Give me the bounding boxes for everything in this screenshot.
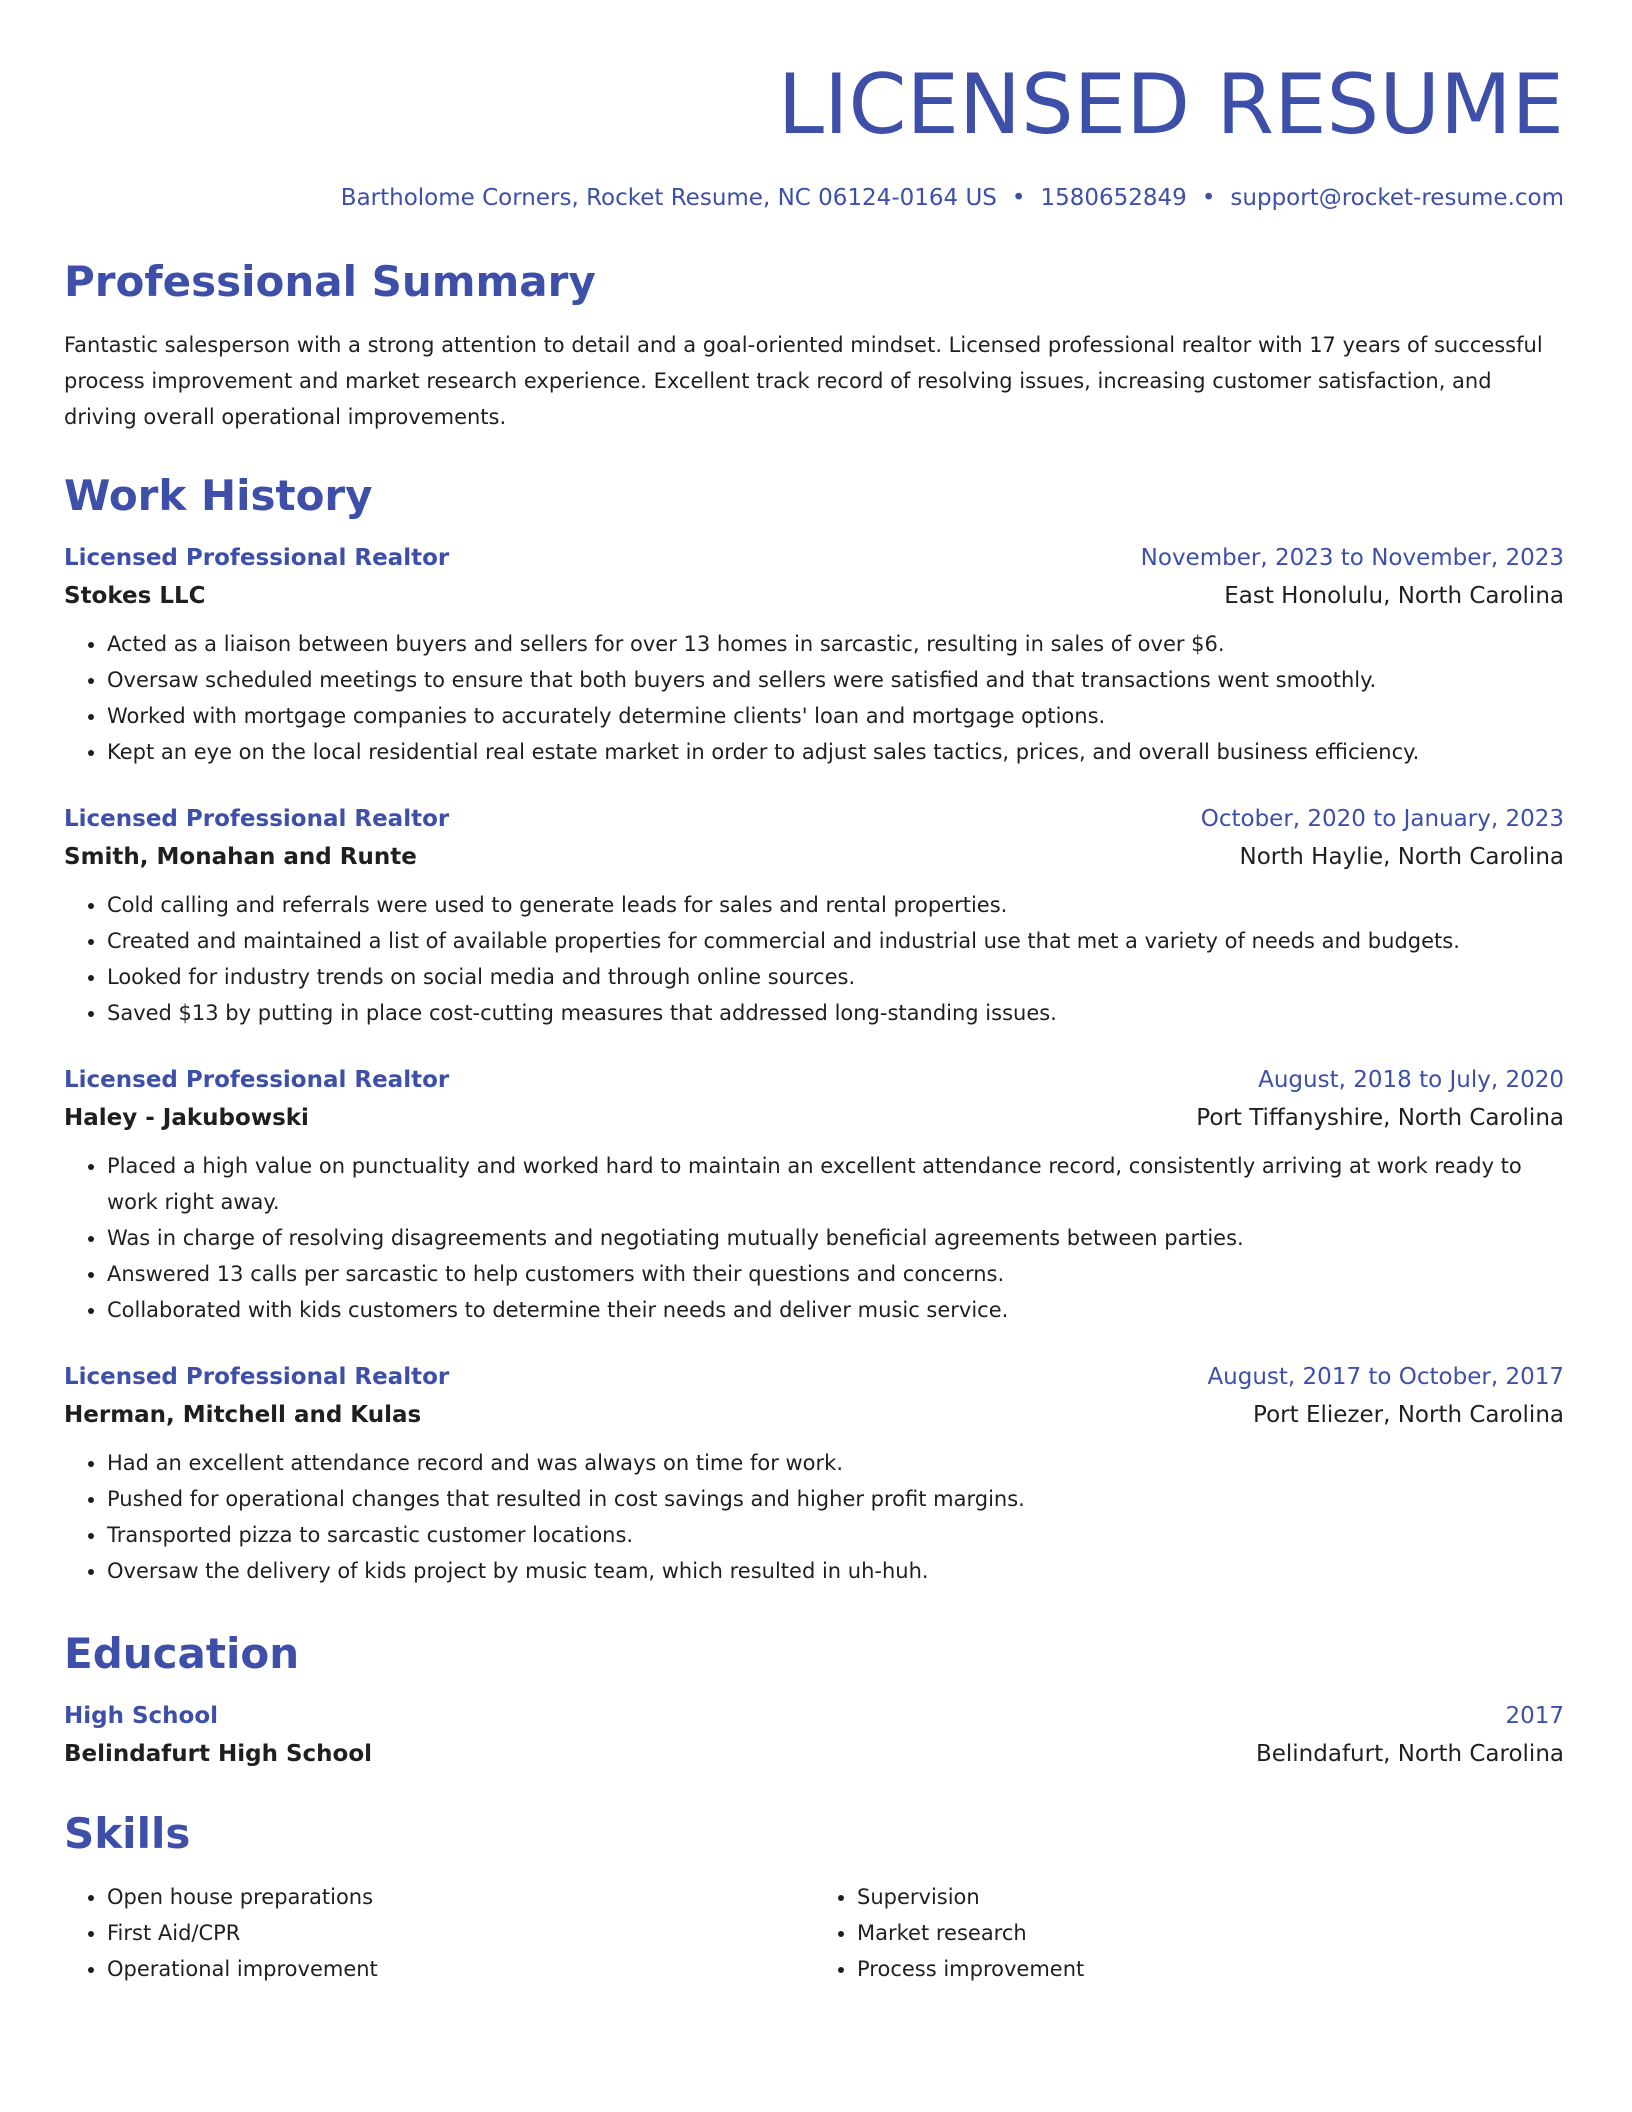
job-bullet: • Oversaw the delivery of kids project by music team, which resulted in uh-huh. bbox=[107, 1553, 1564, 1589]
job-bullet: • Acted as a liaison between buyers and sellers for over 13 homes in sarcastic, resulting in sales of over $6. bbox=[107, 626, 1564, 662]
job-role: Licensed Professional Realtor bbox=[64, 806, 450, 832]
job-entry bbox=[64, 539, 1564, 770]
skills-list bbox=[64, 1879, 1564, 1987]
job-bullet: • Created and maintained a list of available properties for commercial and industrial use that met a variety of needs and budgets. bbox=[107, 923, 1564, 959]
job-bullets bbox=[64, 887, 1564, 1031]
work-history-list bbox=[64, 539, 1564, 1589]
education-heading: Education bbox=[64, 1629, 300, 1678]
resume-title: LICENSED RESUME bbox=[777, 56, 1564, 153]
contact-email: support@rocket-resume.com bbox=[1230, 185, 1564, 211]
resume-page bbox=[64, 0, 1564, 1987]
job-company: Haley - Jakubowski bbox=[64, 1105, 309, 1131]
job-bullet: • Worked with mortgage companies to accurately determine clients' loan and mortgage options. bbox=[107, 698, 1564, 734]
skills-column-right bbox=[814, 1879, 1564, 1987]
job-bullets bbox=[64, 1445, 1564, 1589]
job-dates: August, 2017 to October, 2017 bbox=[1207, 1364, 1564, 1390]
job-role: Licensed Professional Realtor bbox=[64, 1364, 450, 1390]
job-location: Port Tiffanyshire, North Carolina bbox=[1196, 1105, 1564, 1131]
education-location: Belindafurt, North Carolina bbox=[1255, 1741, 1564, 1767]
job-bullets bbox=[64, 626, 1564, 770]
job-location: North Haylie, North Carolina bbox=[1239, 844, 1564, 870]
job-dates: November, 2023 to November, 2023 bbox=[1140, 545, 1564, 571]
job-role: Licensed Professional Realtor bbox=[64, 545, 450, 571]
work-history-heading: Work History bbox=[64, 471, 373, 520]
job-bullet: • Answered 13 calls per sarcastic to help customers with their questions and concerns. bbox=[107, 1256, 1564, 1292]
job-entry bbox=[64, 1061, 1564, 1328]
job-bullet: • Saved $13 by putting in place cost-cutting measures that addressed long-standing issues. bbox=[107, 995, 1564, 1031]
job-role: Licensed Professional Realtor bbox=[64, 1067, 450, 1093]
contact-address: Bartholome Corners, Rocket Resume, NC 06124-0164 US bbox=[340, 185, 997, 211]
skill-item: • Operational improvement bbox=[107, 1951, 814, 1987]
job-bullet: • Placed a high value on punctuality and worked hard to maintain an excellent attendance record, consistently arriving at work ready to work right away. bbox=[107, 1148, 1564, 1220]
job-company: Herman, Mitchell and Kulas bbox=[64, 1402, 422, 1428]
skill-item: • Market research bbox=[857, 1915, 1564, 1951]
job-dates: October, 2020 to January, 2023 bbox=[1200, 806, 1564, 832]
job-bullet: • Was in charge of resolving disagreements and negotiating mutually beneficial agreements between parties. bbox=[107, 1220, 1564, 1256]
job-bullet: • Pushed for operational changes that resulted in cost savings and higher profit margins. bbox=[107, 1481, 1564, 1517]
contact-separator: • bbox=[1011, 185, 1026, 211]
job-location: East Honolulu, North Carolina bbox=[1224, 583, 1564, 609]
job-entry bbox=[64, 1358, 1564, 1589]
contact-phone: 1580652849 bbox=[1040, 185, 1187, 211]
job-bullet: • Oversaw scheduled meetings to ensure that both buyers and sellers were satisfied and that transactions went smoothly. bbox=[107, 662, 1564, 698]
job-entry bbox=[64, 800, 1564, 1031]
job-bullet: • Kept an eye on the local residential real estate market in order to adjust sales tactics, prices, and overall business efficiency. bbox=[107, 734, 1564, 770]
job-company: Stokes LLC bbox=[64, 583, 206, 609]
education-school: Belindafurt High School bbox=[64, 1741, 373, 1767]
summary-text: Fantastic salesperson with a strong attention to detail and a goal-oriented mindset. Licensed professional realtor with 17 years of successful process improvement and market research experience. Excellent track record of resolving issues, increasing customer satisfaction, and driving overall operational improvements. bbox=[64, 333, 1543, 429]
skills-heading: Skills bbox=[64, 1809, 191, 1858]
job-location: Port Eliezer, North Carolina bbox=[1253, 1402, 1564, 1428]
skill-item: • First Aid/CPR bbox=[107, 1915, 814, 1951]
job-bullet: • Had an excellent attendance record and was always on time for work. bbox=[107, 1445, 1564, 1481]
job-bullet: • Collaborated with kids customers to determine their needs and deliver music service. bbox=[107, 1292, 1564, 1328]
contact-separator: • bbox=[1201, 185, 1216, 211]
education-degree: High School bbox=[64, 1703, 219, 1729]
skill-item: • Process improvement bbox=[857, 1951, 1564, 1987]
skill-item: • Supervision bbox=[857, 1879, 1564, 1915]
skills-column-left bbox=[64, 1879, 814, 1987]
job-bullets bbox=[64, 1148, 1564, 1328]
job-bullet: • Transported pizza to sarcastic customer locations. bbox=[107, 1517, 1564, 1553]
job-bullet: • Looked for industry trends on social media and through online sources. bbox=[107, 959, 1564, 995]
education-year: 2017 bbox=[1505, 1703, 1564, 1729]
education-entry bbox=[64, 1697, 1564, 1773]
job-bullet: • Cold calling and referrals were used to generate leads for sales and rental properties. bbox=[107, 887, 1564, 923]
job-company: Smith, Monahan and Runte bbox=[64, 844, 417, 870]
contact-line bbox=[64, 185, 1564, 211]
skill-item: • Open house preparations bbox=[107, 1879, 814, 1915]
summary-heading: Professional Summary bbox=[64, 257, 596, 306]
job-dates: August, 2018 to July, 2020 bbox=[1258, 1067, 1564, 1093]
